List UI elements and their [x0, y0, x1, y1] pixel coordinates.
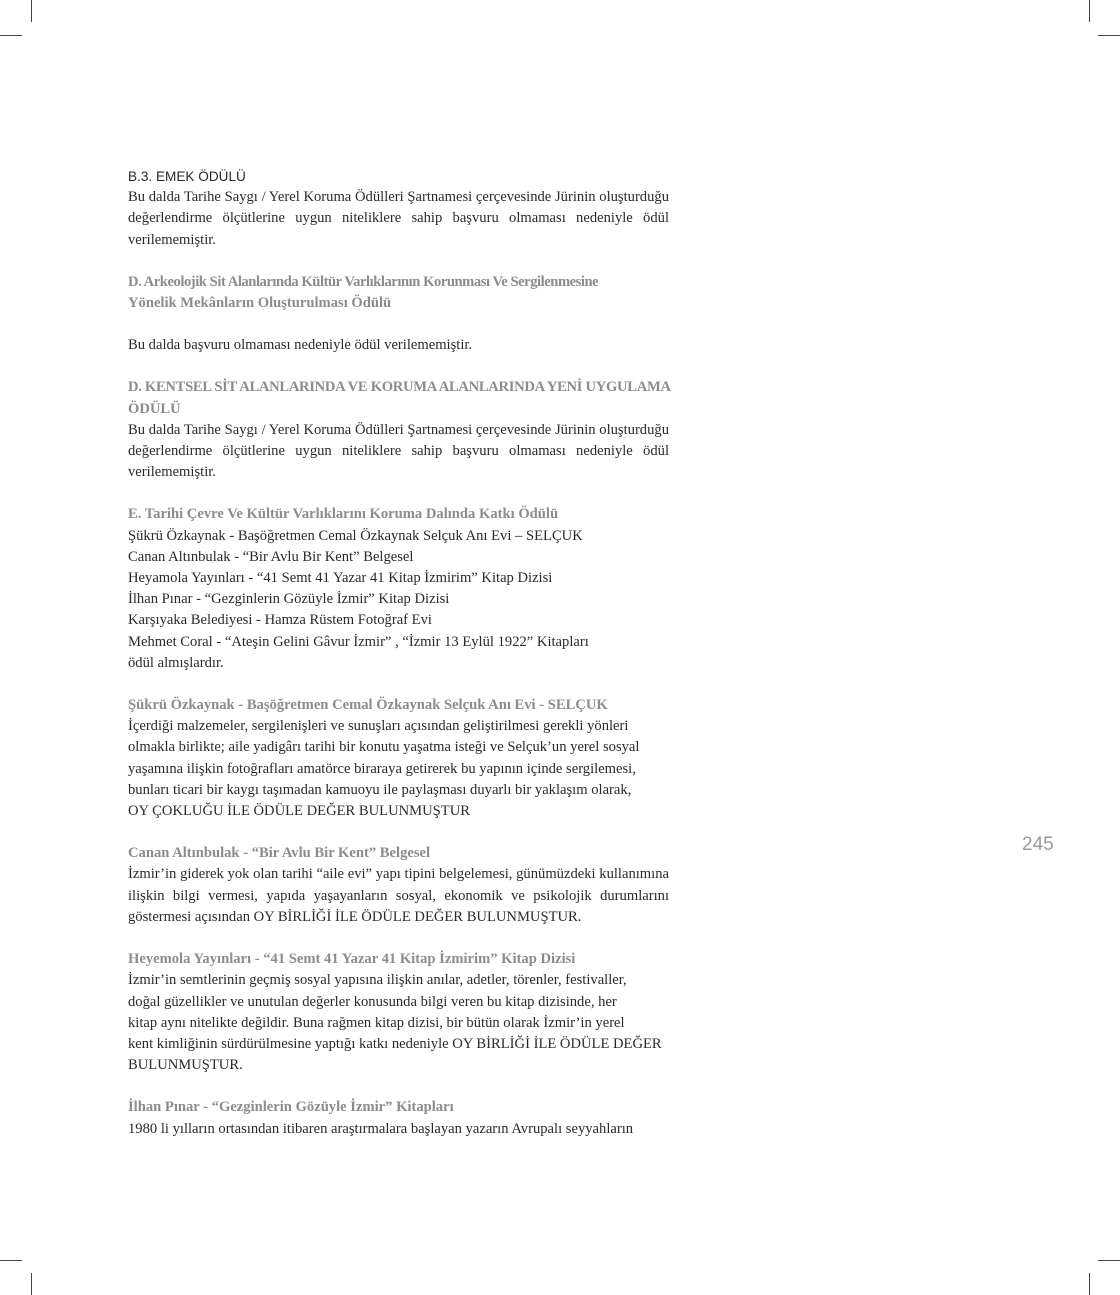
winner-item: Karşıyaka Belediyesi - Hamza Rüstem Fotoğraf Evi: [128, 612, 432, 629]
text-line: yaşamına ilişkin fotoğrafları amatörce biraraya getirerek bu yapının içinde sergilemesi,: [128, 760, 636, 777]
text-line: olmakla birlikte; aile yadigârı tarihi bir konutu yaşatma isteği ve Selçuk’un yerel sosyal: [128, 739, 640, 756]
section-title: B.3. EMEK ÖDÜLÜ: [128, 169, 246, 184]
section-d1: [128, 272, 669, 357]
section-title: Canan Altınbulak - “Bir Avlu Bir Kent” Belgesel: [128, 845, 431, 862]
section-title: İlhan Pınar - “Gezginlerin Gözüyle İzmir” Kitapları: [128, 1099, 454, 1116]
section-b3: [128, 166, 669, 251]
text-line: BULUNMUŞTUR.: [128, 1057, 243, 1074]
winner-item: Heyamola Yayınları - “41 Semt 41 Yazar 41 Kitap İzmirim” Kitap Dizisi: [128, 570, 553, 587]
crop-mark: [0, 35, 22, 36]
section-e: [128, 504, 669, 674]
winner-item: Şükrü Özkaynak - Başöğretmen Cemal Özkaynak Selçuk Anı Evi – SELÇUK: [128, 527, 583, 544]
section-s4: [128, 1097, 669, 1139]
text-line: kitap aynı nitelikte değildir. Buna rağmen kitap dizisi, bir bütün olarak İzmir’in yerel: [128, 1014, 625, 1031]
text-line: İçerdiği malzemeler, sergilenişleri ve sunuşları açısından geliştirilmesi gerekli yönleri: [128, 718, 629, 735]
section-s2: [128, 843, 669, 928]
crop-mark: [0, 1260, 22, 1261]
verdict: OY ÇOKLUĞU İLE ÖDÜLE DEĞER BULUNMUŞTUR: [128, 803, 470, 820]
crop-mark: [1098, 1260, 1120, 1261]
crop-mark: [1089, 0, 1090, 22]
section-title: Yönelik Mekânların Oluşturulması Ödülü: [128, 295, 392, 312]
winner-item: İlhan Pınar - “Gezginlerin Gözüyle İzmir” Kitap Dizisi: [128, 591, 450, 608]
section-text: İzmir’in giderek yok olan tarihi “aile evi” yapı tipini belgelemesi, günümüzdeki kullanımına ilişkin bilgi vermesi, yapıda yaşayanların sosyal, ekonomik ve psikolojik durumlarını göstermesi açısından OY BİRLİĞİ İLE ÖDÜLE DEĞER BULUNMUŞTUR.: [128, 866, 669, 925]
page-number: 245: [1022, 834, 1054, 855]
section-text: Bu dalda Tarihe Saygı / Yerel Koruma Ödülleri Şartnamesi çerçevesinde Jürinin oluşturduğu değerlendirme ölçütlerine uygun niteliklere sahip başvuru olmaması nedeniyle ödül verilememiştir.: [128, 421, 669, 481]
crop-mark: [1089, 1273, 1090, 1295]
text-line: doğal güzellikler ve unutulan değerler konusunda bilgi veren bu kitap dizisinde, her: [128, 993, 617, 1010]
crop-mark: [31, 0, 32, 22]
section-title: D. KENTSEL SİT ALANLARINDA VE KORUMA ALANLARINDA YENİ UYGULAMA: [128, 379, 671, 396]
section-title: E. Tarihi Çevre Ve Kültür Varlıklarını Koruma Dalında Katkı Ödülü: [128, 506, 559, 523]
winner-item: Mehmet Coral - “Ateşin Gelini Gâvur İzmir” , “İzmir 13 Eylül 1922” Kitapları: [128, 633, 589, 650]
text-line: İzmir’in semtlerinin geçmiş sosyal yapısına ilişkin anılar, adetler, törenler, festivaller,: [128, 972, 627, 989]
crop-mark: [1098, 35, 1120, 36]
text-line: bunları ticari bir kaygı taşımadan kamuoyu ile paylaşması duyarlı bir yaklaşım olarak,: [128, 781, 632, 798]
section-title: Heyemola Yayınları - “41 Semt 41 Yazar 41 Kitap İzmirim” Kitap Dizisi: [128, 951, 576, 968]
section-title: ÖDÜLÜ: [128, 400, 181, 417]
section-text: Bu dalda Tarihe Saygı / Yerel Koruma Ödülleri Şartnamesi çerçevesinde Jürinin oluşturduğu değerlendirme ölçütlerine uygun niteliklere sahip başvuru olmaması nedeniyle ödül verilememiştir.: [128, 189, 669, 248]
section-text: Bu dalda başvuru olmaması nedeniyle ödül verilememiştir.: [128, 337, 473, 354]
section-closing: ödül almışlardır.: [128, 654, 224, 671]
section-d2: [128, 377, 669, 483]
section-s1: [128, 695, 669, 822]
text-line: kent kimliğinin sürdürülmesine yaptığı katkı nedeniyle OY BİRLİĞİ İLE ÖDÜLE DEĞER: [128, 1035, 662, 1052]
crop-mark: [31, 1273, 32, 1295]
section-title: Şükrü Özkaynak - Başöğretmen Cemal Özkaynak Selçuk Anı Evi - SELÇUK: [128, 697, 608, 714]
section-text: 1980 li yılların ortasından itibaren araştırmalara başlayan yazarın Avrupalı seyyahların: [128, 1120, 634, 1137]
winner-item: Canan Altınbulak - “Bir Avlu Bir Kent” Belgesel: [128, 548, 414, 565]
section-s3: [128, 949, 669, 1076]
page-content: [128, 166, 669, 1140]
section-title: D. Arkeolojik Sit Alanlarında Kültür Varlıklarının Korunması Ve Sergilenmesine: [128, 273, 599, 290]
